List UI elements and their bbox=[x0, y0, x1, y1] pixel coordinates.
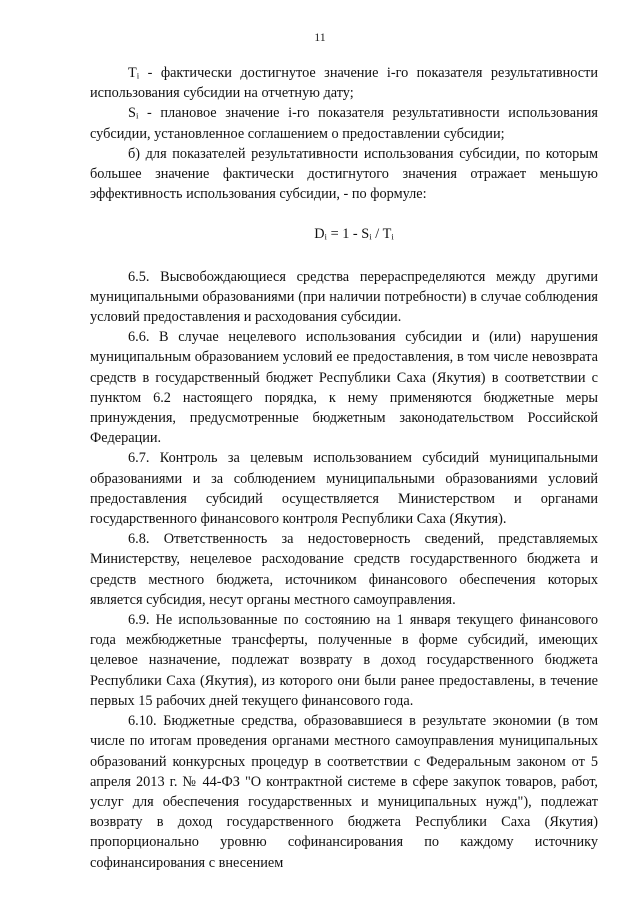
definition-s bbox=[90, 103, 598, 143]
formula-d-subscript: i bbox=[324, 232, 327, 243]
variable-t-subscript: i bbox=[136, 70, 140, 81]
paragraph-6-5: 6.5. Высвобождающиеся средства перераспределяются между другими муниципальными образованиями (при наличии потребности) в случае соблюдения условий предоставления и расходования субсидии. bbox=[90, 268, 598, 326]
formula-s-subscript: i bbox=[369, 232, 372, 243]
formula-t-subscript: i bbox=[391, 232, 394, 243]
formula-divide: / bbox=[371, 226, 383, 243]
variable-s-subscript: i bbox=[135, 111, 139, 121]
variable-t: T bbox=[128, 65, 137, 81]
definition-s-text: - плановое значение i-го показателя результативности использования субсидии, установленное соглашением о предоставлении субсидии; bbox=[90, 105, 598, 142]
paragraph-6-7: 6.7. Контроль за целевым использованием субсидий муниципальными образованиями и за соблюдением муниципальными образованиями условий предоставления субсидий осуществляется Министерством и органами государственного финансового контроля Республики Саха (Якутия). bbox=[90, 450, 598, 528]
paragraph-6-10: 6.10. Бюджетные средства, образовавшиеся в результате экономии (в том числе по итогам проведения органами местного самоуправления муниципальных образований конкурсных процедур в соответствии с Федеральным законом от 5 апреля 2013 г. № 44-ФЗ "О контрактной системе в сфере закупок товаров, работ, услуг для обеспечения государственных и муниципальных нужд"), подлежат возврату в доход государственного бюджета Республики Саха (Якутия) пропорционально уровню софинансирования по каждому источнику софинансирования с внесением bbox=[90, 713, 598, 871]
formula-t: T bbox=[382, 226, 392, 243]
paragraph-b: б) для показателей результативности использования субсидии, по которым большее значение фактически достигнутого значения отражает меньшую эффективность использования субсидии, - по формуле: bbox=[90, 145, 598, 203]
formula-equals: = 1 - bbox=[327, 226, 362, 243]
formula-s: S bbox=[361, 226, 370, 243]
formula bbox=[90, 224, 598, 244]
document-body bbox=[90, 63, 598, 873]
paragraph-6-8: 6.8. Ответственность за недостоверность сведений, представляемых Министерству, нецелевое расходование средств государственного бюджета и средств местного бюджета, источником финансового обеспечения которых является субсидия, несут органы местного самоуправления. bbox=[90, 531, 598, 608]
formula-d: D bbox=[314, 226, 325, 243]
paragraph-6-6: 6.6. В случае нецелевого использования субсидии и (или) нарушения муниципальным образованием условий ее предоставления, в том числе невозврата средств в государственный бюджет Республики Саха (Якутия) в соответствии с пунктом 6.2 настоящего порядка, к нему применяются бюджетные меры принуждения, предусмотренные бюджетным законодательством Российской Федерации. bbox=[90, 329, 598, 447]
definition-t bbox=[90, 63, 598, 103]
page-number: 11 bbox=[314, 30, 326, 44]
variable-s: S bbox=[128, 105, 136, 122]
paragraph-6-9: 6.9. Не использованные по состоянию на 1 января текущего финансового года межбюджетные трансферты, полученные в форме субсидий, имеющих целевое назначение, подлежат возврату в доход государственного бюджета Республики Саха (Якутия), из которого они были ранее предоставлены, в течение первых 15 рабочих дней текущего финансового года. bbox=[90, 612, 598, 709]
definition-t-text: - фактически достигнутое значение i-го показателя результативности использования субсидии на отчетную дату; bbox=[90, 65, 598, 102]
